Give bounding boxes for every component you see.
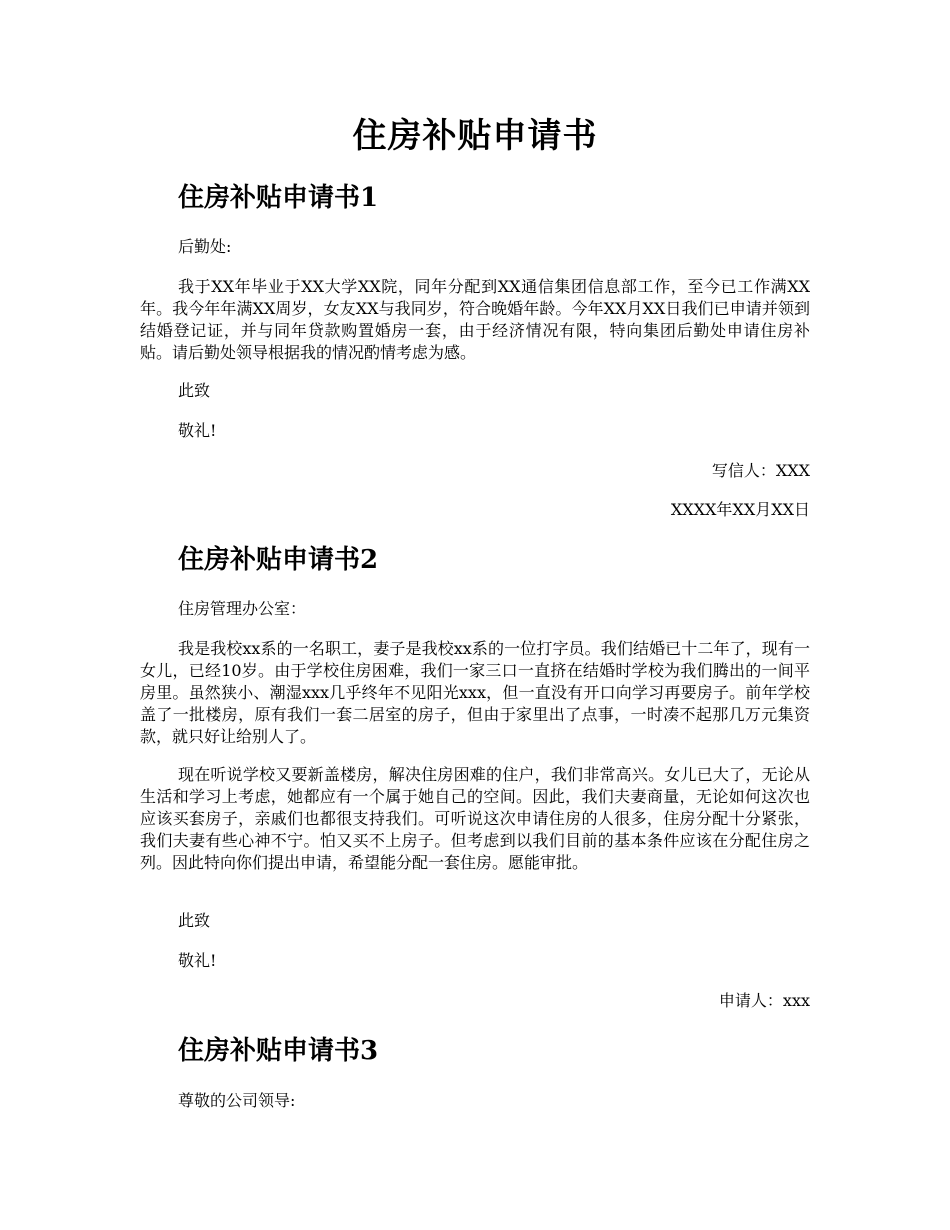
section-1-heading: 住房补贴申请书1 <box>178 183 379 213</box>
section-3-heading: 住房补贴申请书3 <box>178 1036 379 1066</box>
section-2-heading: 住房补贴申请书2 <box>178 545 379 575</box>
section-3-salutation: 尊敬的公司领导: <box>178 1091 296 1110</box>
section-2-signature: 申请人：xxx <box>718 991 810 1010</box>
section-1-closing-2: 敬礼! <box>178 421 217 440</box>
section-1-salutation: 后勤处: <box>178 237 232 256</box>
section-1-date: XXXX年XX月XX日 <box>670 500 810 519</box>
section-1-paragraph-1: 我于XX年毕业于XX大学XX院，同年分配到XX通信集团信息部工作，至今已工作满XX年。我今年年满XX周岁，女友XX与我同岁，符合晚婚年龄。今年XX月XX日我们已申请并领到结婚登记证，并与同年贷款购置婚房一套，由于经济情况有限，特向集团后勤处申请住房补贴。请后勤处领导根据我的情况酌情考虑为感。 <box>140 277 810 362</box>
section-1-closing-1: 此致 <box>178 381 211 400</box>
section-2-salutation: 住房管理办公室： <box>178 599 307 618</box>
section-2-paragraph-2: 现在听说学校又要新盖楼房，解决住房困难的住户，我们非常高兴。女儿已大了，无论从生活和学习上考虑，她都应有一个属于她自己的空间。因此，我们夫妻商量，无论如何这次也应该买套房子，亲戚们也都很支持我们。可听说这次申请住房的人很多，住房分配十分紧张，我们夫妻有些心神不宁。怕又买不上房子。但考虑到以我们目前的基本条件应该在分配住房之列。因此特向你们提出申请，希望能分配一套住房。愿能审批。 <box>140 765 810 872</box>
section-2-closing-2: 敬礼! <box>178 951 217 970</box>
section-2-paragraph-1: 我是我校xx系的一名职工，妻子是我校xx系的一位打字员。我们结婚已十二年了，现有一女儿，已经10岁。由于学校住房困难，我们一家三口一直挤在结婚时学校为我们腾出的一间平房里。虽然狭小、潮湿xxx几乎终年不见阳光xxx，但一直没有开口向学习再要房子。前年学校盖了一批楼房，原有我们一套二居室的房子，但由于家里出了点事，一时凑不起那几万元集资款，就只好让给别人了。 <box>140 639 810 746</box>
section-1-signature: 写信人：XXX <box>711 461 810 480</box>
document-title: 住房补贴申请书 <box>352 116 598 156</box>
section-2-closing-1: 此致 <box>178 911 211 930</box>
